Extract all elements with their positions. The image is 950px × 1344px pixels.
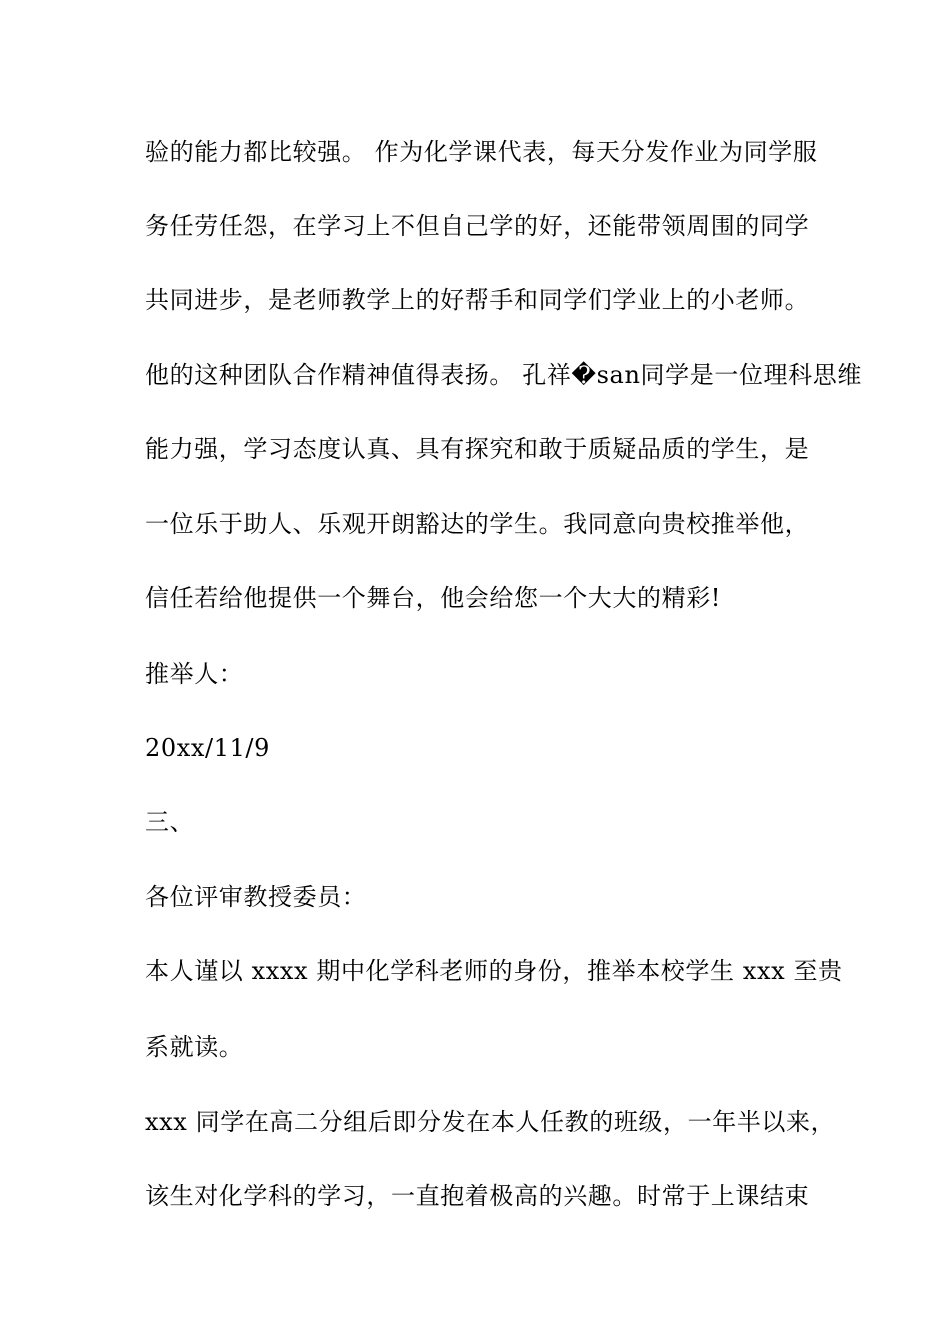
text-line-13: 系就读。 — [145, 1033, 244, 1061]
text-line-6: 一位乐于助人、乐观开朗豁达的学生。我同意向贵校推举他， — [145, 510, 810, 538]
text-line-4: 他的这种团队合作精神值得表扬。 孔祥�san同学是一位理科思维 — [145, 361, 862, 389]
text-line-12: 本人谨以 xxxx 期中化学科老师的身份，推举本校学生 xxx 至贵 — [145, 957, 843, 985]
text-line-14: xxx 同学在高二分组后即分发在本人任教的班级，一年半以来， — [145, 1108, 836, 1136]
text-line-15: 该生对化学科的学习，一直抱着极高的兴趣。时常于上课结束 — [145, 1182, 810, 1210]
text-line-1: 验的能力都比较强。 作为化学课代表，每天分发作业为同学服 — [145, 138, 818, 166]
recommender-label: 推举人： — [145, 660, 244, 688]
salutation: 各位评审教授委员： — [145, 883, 367, 911]
text-line-5: 能力强，学习态度认真、具有探究和敢于质疑品质的学生，是 — [145, 435, 810, 463]
text-line-2: 务任劳任怨，在学习上不但自己学的好，还能带领周围的同学 — [145, 212, 810, 240]
section-heading: 三、 — [145, 808, 195, 836]
text-line-3: 共同进步，是老师教学上的好帮手和同学们学业上的小老师。 — [145, 286, 810, 314]
text-line-7: 信任若给他提供一个舞台，他会给您一个大大的精彩! — [145, 584, 722, 612]
date-line: 20xx/11/9 — [145, 734, 270, 762]
